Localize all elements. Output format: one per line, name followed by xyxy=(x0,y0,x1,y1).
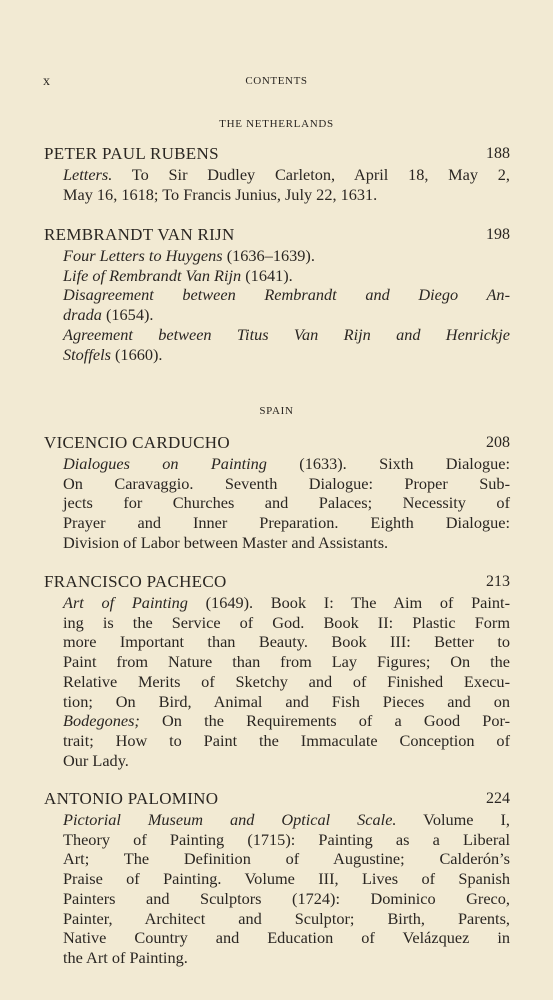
work-title: Pictorial Museum and Optical Scale. xyxy=(63,810,397,829)
entry-description: Pictorial Museum and Optical Scale. Volume I, Theory of Painting (1715): Painting as a Liberal Art; The Definition of Augustine; Calderón’s Praise of Painting. Volume III, Lives of Spanish Painters and Sculptors (1724): Dominico Greco, Painter, Architect and Sculptor; Birth, Parents, Native Country and Education of Velázquez in the Art of Painting. xyxy=(63,810,510,967)
entry-description: Dialogues on Painting (1633). Sixth Dialogue: On Caravaggio. Seventh Dialogue: Proper Sub- jects for Churches and Palaces; Necessity of Prayer and Inner Preparation. Eighth Dialogue: Division of Labor between Master and Assistants. xyxy=(63,454,510,552)
work-title: Art of Painting xyxy=(63,593,188,612)
page-number: 213 xyxy=(486,573,510,590)
entry-description: Four Letters to Huygens (1636–1639). Life of Rembrandt Van Rijn (1641). Disagreement between Rembrandt and Diego An- drada (1654). Agreement between Titus Van Rijn and Henrickje Stoffels (1660). xyxy=(63,246,510,364)
artist-name: VICENCIO CARDUCHO xyxy=(44,433,230,452)
artist-name: FRANCISCO PACHECO xyxy=(44,572,227,591)
work-title: Stoffels xyxy=(63,344,111,364)
artist-name: REMBRANDT VAN RIJN xyxy=(44,225,235,244)
work-title: Life of Rembrandt Van Rijn xyxy=(63,265,242,285)
work-title: Four Letters to Huygens xyxy=(63,246,223,265)
artist-name: ANTONIO PALOMINO xyxy=(44,789,219,808)
entry-description: Art of Painting (1649). Book I: The Aim of Paint- ing is the Service of God. Book II: Plastic Form more Important than Beauty. Book III: Better to Paint from Nature than from Lay Figures; On the Relative Merits of Sketchy and of Finished Execu- tion; On Bird, Animal and Fish Pieces and on Bodegones; On the Requirements of a Good Por- trait; How to Paint the Immaculate Conception of Our Lady. xyxy=(63,593,511,770)
toc-entry xyxy=(44,432,510,553)
work-title: Letters. xyxy=(63,165,113,184)
running-head xyxy=(43,74,510,90)
work-title: Disagreement between Rembrandt and Diego An- xyxy=(63,285,510,305)
toc-entry xyxy=(44,571,510,770)
toc-entry xyxy=(44,788,510,968)
page-folio: x xyxy=(43,74,50,89)
entry-description: Letters. To Sir Dudley Carleton, April 18, May 2, May 16, 1618; To Francis Junius, July 22, 1631. xyxy=(63,165,510,204)
work-title: Bodegones; xyxy=(63,711,140,731)
work-title: Dialogues on Painting xyxy=(63,454,267,473)
section-heading: THE NETHERLANDS xyxy=(219,118,334,130)
page-number: 208 xyxy=(486,434,510,451)
page-number: 188 xyxy=(486,145,510,162)
artist-name: PETER PAUL RUBENS xyxy=(44,144,219,163)
work-title: Agreement between Titus Van Rijn and Henrickje xyxy=(63,324,510,344)
page-number: 198 xyxy=(486,226,510,243)
page-number: 224 xyxy=(486,790,510,807)
section-heading: SPAIN xyxy=(259,405,294,417)
work-title: drada xyxy=(63,305,102,325)
toc-entry xyxy=(44,224,510,364)
toc-entry xyxy=(44,143,510,204)
page-title: CONTENTS xyxy=(245,75,308,87)
